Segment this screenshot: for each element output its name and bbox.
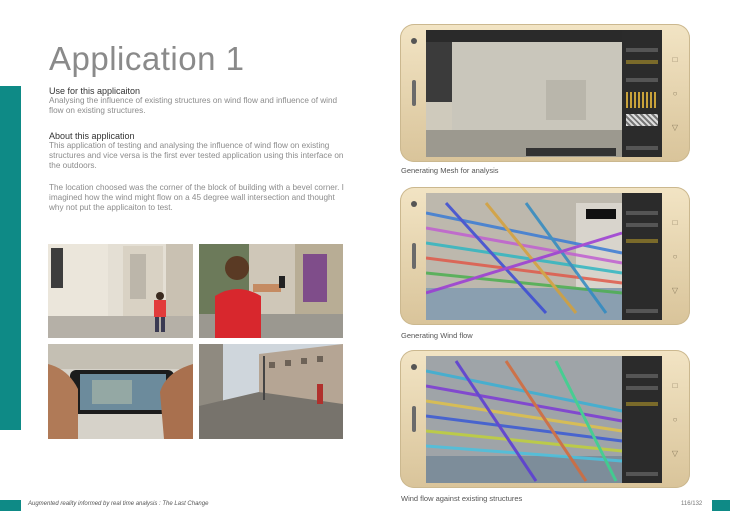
footer-accent-right: [712, 500, 730, 511]
nav-circle-icon: ○: [672, 89, 678, 98]
caption-wind-flow: Generating Wind flow: [401, 331, 473, 340]
about-heading: About this application: [49, 131, 135, 141]
caption-wind-structures: Wind flow against existing structures: [401, 494, 523, 503]
footer-accent-left: [0, 500, 21, 511]
use-heading: Use for this applicaiton: [49, 86, 141, 96]
about-text-2: The location choosed was the corner of the block of building with a bevel corner. I imagined how the wind might flow on a 45 degree wall intersection and thought why not put the applicaiton to test.: [49, 183, 344, 212]
footer-title: Augmented reality informed by real time analysis : The Last Change: [28, 501, 209, 507]
photo-site-person-phone: [48, 244, 193, 338]
nav-circle-icon: ○: [672, 252, 678, 261]
phone-screen: [426, 356, 662, 483]
app-side-panel: [622, 193, 662, 320]
nav-square-icon: □: [672, 381, 678, 390]
nav-back-icon: ▽: [671, 449, 679, 458]
caption-mesh: Generating Mesh for analysis: [401, 166, 499, 175]
phone-wind-structures: [400, 350, 690, 488]
page-number: 116/132: [681, 501, 703, 507]
speaker-grille: [412, 80, 416, 106]
page-title: Application 1: [49, 40, 245, 77]
speaker-grille: [412, 406, 416, 432]
nav-back-icon: ▽: [671, 286, 679, 295]
phone-mesh-analysis: [400, 24, 690, 162]
app-side-panel: [622, 30, 662, 157]
photo-person-closeup: [199, 244, 343, 338]
use-text: Analysing the influence of existing structures on wind flow and influence of wind flow on existing structures.: [49, 96, 338, 115]
photo-hands-phone: [48, 344, 193, 439]
camera-lens-icon: [411, 201, 417, 207]
phone-wind-flow: [400, 187, 690, 325]
nav-square-icon: □: [672, 55, 678, 64]
phone-screen: [426, 30, 662, 157]
phone-screen: [426, 193, 662, 320]
accent-side-bar: [0, 86, 21, 430]
camera-lens-icon: [411, 38, 417, 44]
app-side-panel: [622, 356, 662, 483]
about-text-1: This application of testing and analysing the influence of wind flow on existing structures and vice versa is the first ever tested application using this interface on the outdoors.: [49, 141, 344, 170]
nav-square-icon: □: [672, 218, 678, 227]
speaker-grille: [412, 243, 416, 269]
nav-back-icon: ▽: [671, 123, 679, 132]
photo-street-corner: [199, 344, 343, 439]
camera-lens-icon: [411, 364, 417, 370]
nav-circle-icon: ○: [672, 415, 678, 424]
